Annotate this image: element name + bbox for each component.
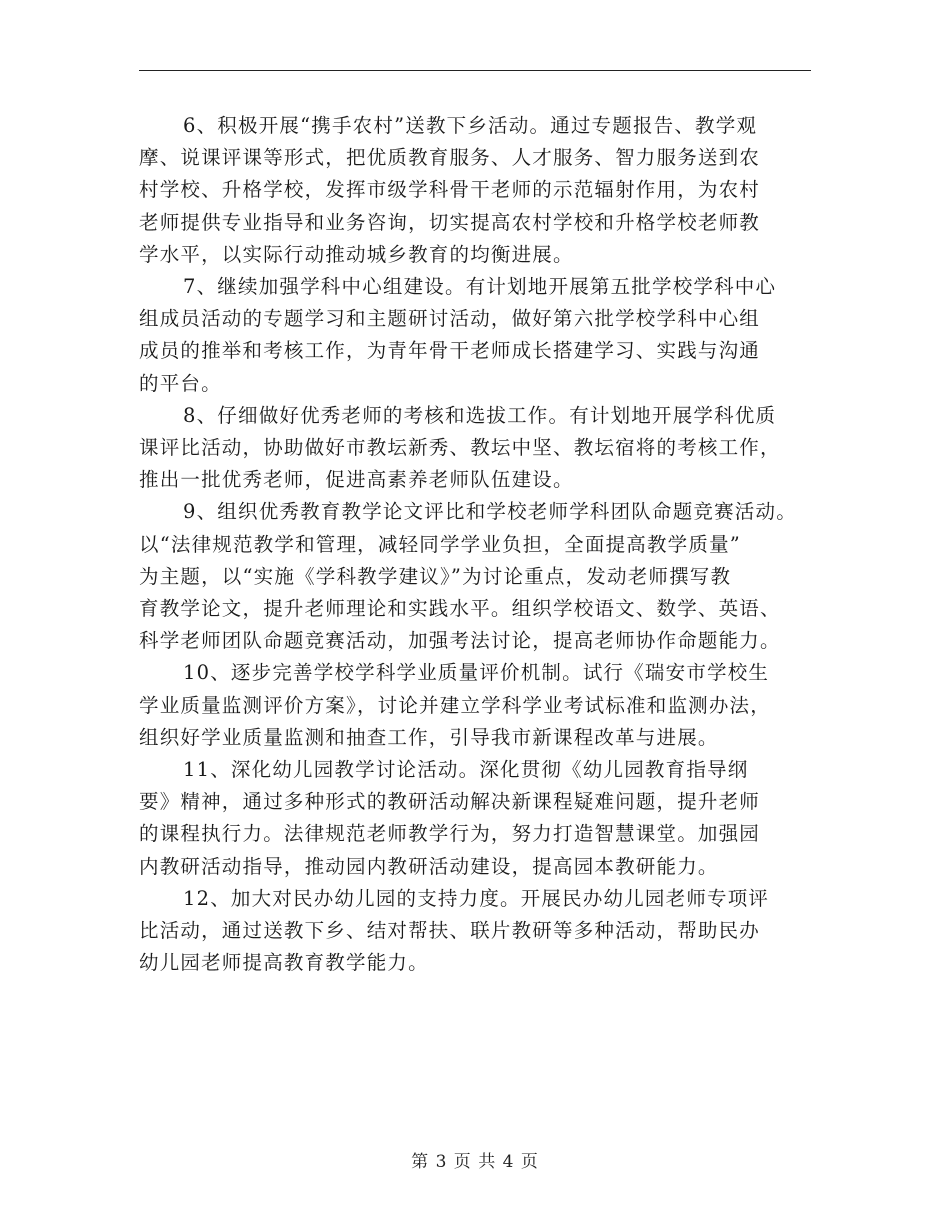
paragraph-line: 科学老师团队命题竞赛活动，加强考法讨论，提高老师协作命题能力。 bbox=[139, 629, 781, 653]
paragraph-line: 比活动，通过送教下乡、结对帮扶、联片教研等多种活动，帮助民办 bbox=[139, 919, 761, 943]
paragraph-line: 学水平，以实际行动推动城乡教育的均衡进展。 bbox=[139, 242, 574, 266]
paragraph-line: 9、组织优秀教育教学论文评比和学校老师学科团队命题竞赛活动。 bbox=[183, 500, 797, 524]
paragraph-line: 课评比活动，协助做好市教坛新秀、教坛中坚、教坛宿将的考核工作， bbox=[139, 436, 781, 460]
paragraph-line: 为主题，以“实施《学科教学建议》”为讨论重点，发动老师撰写教 bbox=[139, 564, 732, 588]
paragraph-line: 幼儿园老师提高教育教学能力。 bbox=[139, 951, 429, 975]
paragraph-line: 的平台。 bbox=[139, 371, 222, 395]
paragraph-8 bbox=[139, 400, 819, 497]
paragraph-line: 内教研活动指导，推动园内教研活动建设，提高园本教研能力。 bbox=[139, 854, 719, 878]
paragraph-6 bbox=[139, 110, 819, 271]
paragraph-line: 10、逐步完善学校学科学业质量评价机制。试行《瑞安市学校生 bbox=[183, 661, 770, 685]
paragraph-line: 老师提供专业指导和业务咨询，切实提高农村学校和升格学校老师教 bbox=[139, 210, 761, 234]
paragraph-line: 村学校、升格学校，发挥市级学科骨干老师的示范辐射作用，为农村 bbox=[139, 178, 761, 202]
paragraph-12 bbox=[139, 883, 819, 980]
paragraph-line: 推出一批优秀老师，促进高素养老师队伍建设。 bbox=[139, 468, 574, 492]
paragraph-11 bbox=[139, 754, 819, 883]
page-number: 第 3 页 共 4 页 bbox=[411, 1152, 539, 1172]
paragraph-line: 学业质量监测评价方案》，讨论并建立学科学业考试标准和监测办法， bbox=[139, 693, 771, 717]
paragraph-line: 以“法律规范教学和管理，减轻同学学业负担，全面提高教学质量” bbox=[139, 532, 741, 556]
paragraph-line: 11、深化幼儿园教学讨论活动。深化贯彻《幼儿园教育指导纲 bbox=[183, 758, 749, 782]
paragraph-line: 要》精神，通过多种形式的教研活动解决新课程疑难问题，提升老师 bbox=[139, 790, 761, 814]
paragraph-10 bbox=[139, 657, 819, 754]
paragraph-line: 7、继续加强学科中心组建设。有计划地开展第五批学校学科中心 bbox=[183, 275, 777, 299]
paragraph-line: 育教学论文，提升老师理论和实践水平。组织学校语文、数学、英语、 bbox=[139, 597, 781, 621]
paragraph-line: 摩、说课评课等形式，把优质教育服务、人才服务、智力服务送到农 bbox=[139, 146, 761, 170]
header-rule bbox=[139, 70, 811, 71]
paragraph-line: 8、仔细做好优秀老师的考核和选拔工作。有计划地开展学科优质 bbox=[183, 403, 777, 427]
paragraph-line: 12、加大对民办幼儿园的支持力度。开展民办幼儿园老师专项评 bbox=[183, 886, 770, 910]
paragraph-line: 的课程执行力。法律规范老师教学行为，努力打造智慧课堂。加强园 bbox=[139, 822, 761, 846]
document-body bbox=[139, 110, 819, 979]
paragraph-line: 6、积极开展“携手农村”送教下乡活动。通过专题报告、教学观 bbox=[183, 114, 758, 137]
paragraph-9 bbox=[139, 496, 819, 657]
paragraph-line: 组成员活动的专题学习和主题研讨活动，做好第六批学校学科中心组 bbox=[139, 307, 761, 331]
paragraph-line: 组织好学业质量监测和抽查工作，引导我市新课程改革与进展。 bbox=[139, 725, 719, 749]
paragraph-7 bbox=[139, 271, 819, 400]
paragraph-line: 成员的推举和考核工作，为青年骨干老师成长搭建学习、实践与沟通 bbox=[139, 339, 761, 363]
